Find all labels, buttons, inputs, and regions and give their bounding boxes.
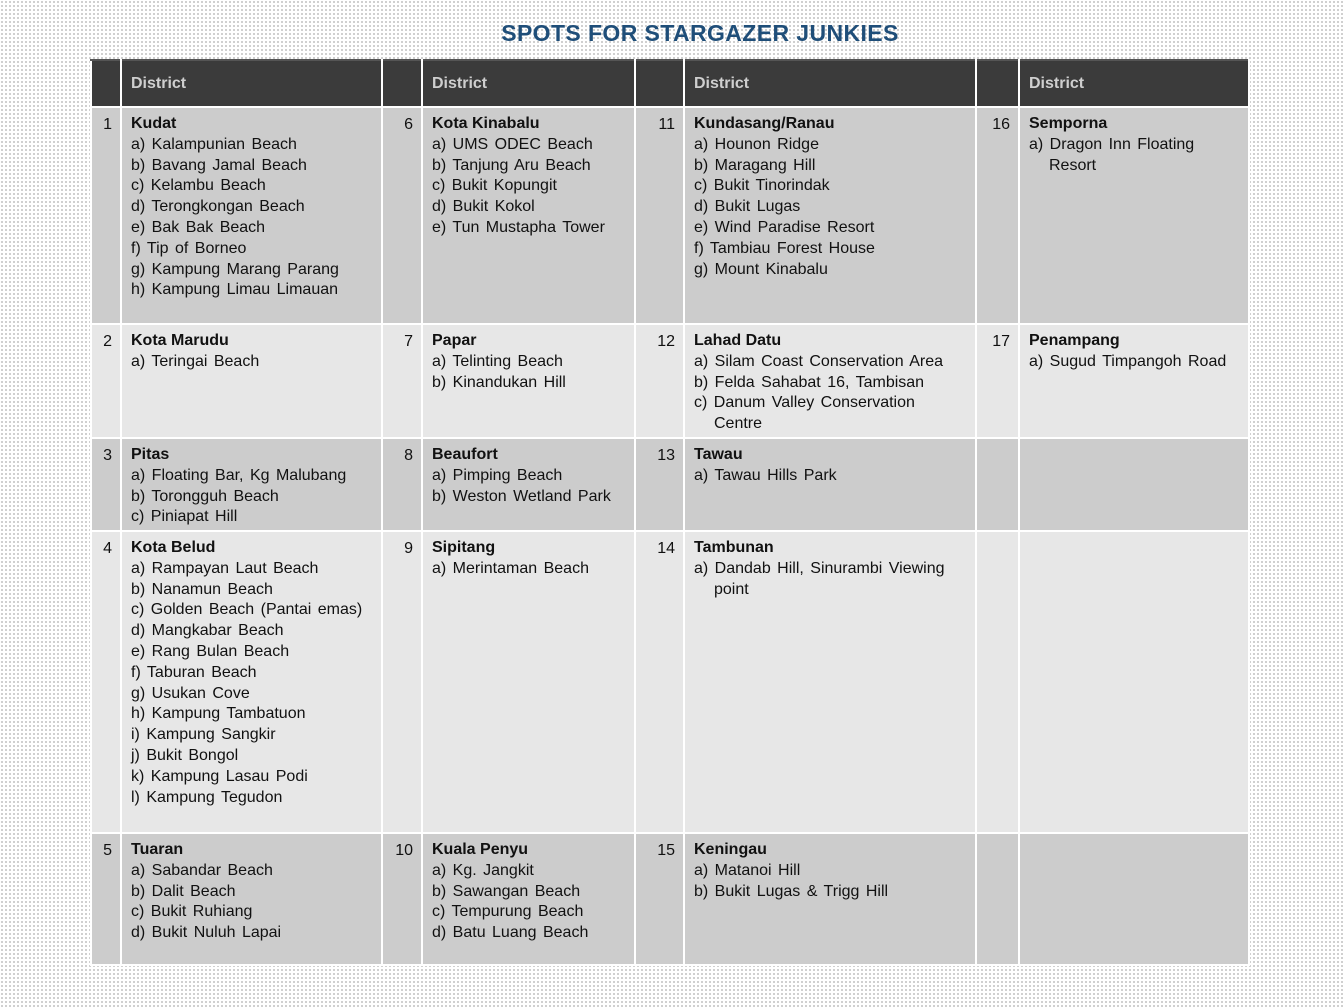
table-row [91, 324, 1249, 438]
district-cell [1019, 833, 1249, 965]
spot-item: d) Bukit Kokol [432, 198, 535, 216]
district-name: Kuala Penyu [432, 841, 529, 858]
spot-item: j) Bukit Bongol [131, 746, 239, 764]
spot-item: a) Kalampunian Beach [131, 135, 297, 153]
spot-item: e) Bak Bak Beach [131, 218, 266, 236]
spot-item: b) Dalit Beach [131, 882, 236, 900]
stargazing-spots-table [90, 59, 1250, 966]
spot-item: b) Kinandukan Hill [432, 373, 566, 391]
district-name: Kota Kinabalu [432, 115, 540, 132]
spot-item: a) Teringai Beach [131, 352, 260, 370]
district-cell [121, 531, 382, 833]
header-district: District [684, 60, 976, 107]
header-row [91, 60, 1249, 107]
spot-item: b) Maragang Hill [694, 156, 816, 174]
spot-item: b) Bukit Lugas & Trigg Hill [694, 882, 889, 900]
district-cell [1019, 324, 1249, 438]
spot-item: h) Kampung Limau Limauan [131, 281, 339, 299]
table-row [91, 107, 1249, 324]
spot-item: e) Rang Bulan Beach [131, 642, 290, 660]
spot-item: b) Bavang Jamal Beach [131, 156, 307, 174]
spot-item: b) Nanamun Beach [131, 580, 273, 598]
district-number: 2 [91, 324, 121, 438]
district-cell [1019, 438, 1249, 531]
spot-item: b) Felda Sahabat 16, Tambisan [694, 373, 925, 391]
district-number [976, 531, 1019, 833]
district-name: Kudat [131, 115, 177, 132]
district-cell [684, 107, 976, 324]
spot-item: c) Danum Valley Conservation Centre [694, 394, 915, 433]
district-name: Papar [432, 332, 477, 349]
district-cell [422, 324, 635, 438]
district-number [976, 438, 1019, 531]
header-district: District [422, 60, 635, 107]
header-district: District [1019, 60, 1249, 107]
district-cell [1019, 107, 1249, 324]
district-cell [684, 833, 976, 965]
spot-item: c) Golden Beach (Pantai emas) [131, 601, 363, 619]
district-name: Tambunan [694, 539, 774, 556]
spot-item: a) Hounon Ridge [694, 135, 819, 153]
district-cell [684, 531, 976, 833]
district-name: Sipitang [432, 539, 496, 556]
spot-item: h) Kampung Tambatuon [131, 705, 306, 723]
spot-item: d) Bukit Lugas [694, 198, 801, 216]
district-cell [422, 107, 635, 324]
spot-item: a) Telinting Beach [432, 352, 563, 370]
spot-item: a) Kg. Jangkit [432, 861, 534, 879]
district-number: 6 [382, 107, 422, 324]
district-number: 11 [635, 107, 684, 324]
district-number: 7 [382, 324, 422, 438]
spot-item: f) Tip of Borneo [131, 239, 247, 257]
spot-item: g) Usukan Cove [131, 684, 250, 702]
spot-item: d) Batu Luang Beach [432, 924, 589, 942]
district-name: Kundasang/Ranau [694, 115, 835, 132]
header-number-cell [635, 60, 684, 107]
spot-item: f) Tambiau Forest House [694, 239, 875, 257]
spot-item: a) Sugud Timpangoh Road [1029, 352, 1227, 370]
district-cell [684, 324, 976, 438]
spot-item: c) Kelambu Beach [131, 177, 266, 195]
spot-item: a) Pimping Beach [432, 466, 563, 484]
district-name: Semporna [1029, 115, 1108, 132]
district-name: Beaufort [432, 446, 498, 463]
district-number: 3 [91, 438, 121, 531]
district-number: 1 [91, 107, 121, 324]
spot-item: k) Kampung Lasau Podi [131, 767, 308, 785]
spot-item: c) Bukit Tinorindak [694, 177, 830, 195]
district-name: Tuaran [131, 841, 184, 858]
spot-item: b) Torongguh Beach [131, 487, 279, 505]
spot-item: b) Tanjung Aru Beach [432, 156, 591, 174]
header-number-cell [976, 60, 1019, 107]
district-name: Tawau [694, 446, 743, 463]
spot-item: c) Bukit Ruhiang [131, 903, 253, 921]
district-number: 17 [976, 324, 1019, 438]
district-number: 5 [91, 833, 121, 965]
district-cell [422, 833, 635, 965]
spot-item: b) Weston Wetland Park [432, 487, 611, 505]
district-number: 14 [635, 531, 684, 833]
spot-item: a) Tawau Hills Park [694, 466, 837, 484]
header-district: District [121, 60, 382, 107]
district-name: Penampang [1029, 332, 1120, 349]
table-row [91, 531, 1249, 833]
table-row [91, 833, 1249, 965]
district-number: 10 [382, 833, 422, 965]
header-number-cell [91, 60, 121, 107]
district-cell [684, 438, 976, 531]
spot-item: a) Floating Bar, Kg Malubang [131, 466, 347, 484]
spot-item: d) Terongkongan Beach [131, 198, 305, 216]
district-cell [121, 107, 382, 324]
district-number [976, 833, 1019, 965]
district-number: 8 [382, 438, 422, 531]
header-number-cell [382, 60, 422, 107]
spot-item: a) Merintaman Beach [432, 559, 589, 577]
spot-item: a) Matanoi Hill [694, 861, 801, 879]
spot-item: g) Kampung Marang Parang [131, 260, 339, 278]
district-number: 16 [976, 107, 1019, 324]
district-name: Pitas [131, 446, 170, 463]
district-cell [121, 833, 382, 965]
district-name: Kota Belud [131, 539, 216, 556]
spot-item: f) Taburan Beach [131, 663, 257, 681]
spot-item: a) Dandab Hill, Sinurambi Viewing point [694, 559, 945, 598]
district-name: Lahad Datu [694, 332, 782, 349]
spot-item: c) Tempurung Beach [432, 903, 584, 921]
district-cell [121, 324, 382, 438]
district-name: Keningau [694, 841, 767, 858]
spot-item: d) Mangkabar Beach [131, 622, 284, 640]
page-title: SPOTS FOR STARGAZER JUNKIES [501, 20, 899, 46]
district-number: 13 [635, 438, 684, 531]
spot-item: g) Mount Kinabalu [694, 260, 828, 278]
district-cell [1019, 531, 1249, 833]
spot-item: l) Kampung Tegudon [131, 788, 283, 806]
spot-item: a) Silam Coast Conservation Area [694, 352, 943, 370]
district-number: 9 [382, 531, 422, 833]
district-name: Kota Marudu [131, 332, 229, 349]
district-number: 15 [635, 833, 684, 965]
spot-item: c) Bukit Kopungit [432, 177, 557, 195]
district-cell [422, 531, 635, 833]
spot-item: e) Wind Paradise Resort [694, 218, 875, 236]
spot-item: a) UMS ODEC Beach [432, 135, 593, 153]
spot-item: e) Tun Mustapha Tower [432, 218, 605, 236]
spot-item: a) Sabandar Beach [131, 861, 273, 879]
spot-item: a) Dragon Inn Floating Resort [1029, 135, 1195, 174]
spot-item: c) Piniapat Hill [131, 508, 238, 526]
spot-item: d) Bukit Nuluh Lapai [131, 924, 282, 942]
district-cell [422, 438, 635, 531]
spot-item: b) Sawangan Beach [432, 882, 581, 900]
spot-item: a) Rampayan Laut Beach [131, 559, 319, 577]
district-cell [121, 438, 382, 531]
district-number: 12 [635, 324, 684, 438]
district-number: 4 [91, 531, 121, 833]
table-row [91, 438, 1249, 531]
spot-item: i) Kampung Sangkir [131, 726, 276, 744]
